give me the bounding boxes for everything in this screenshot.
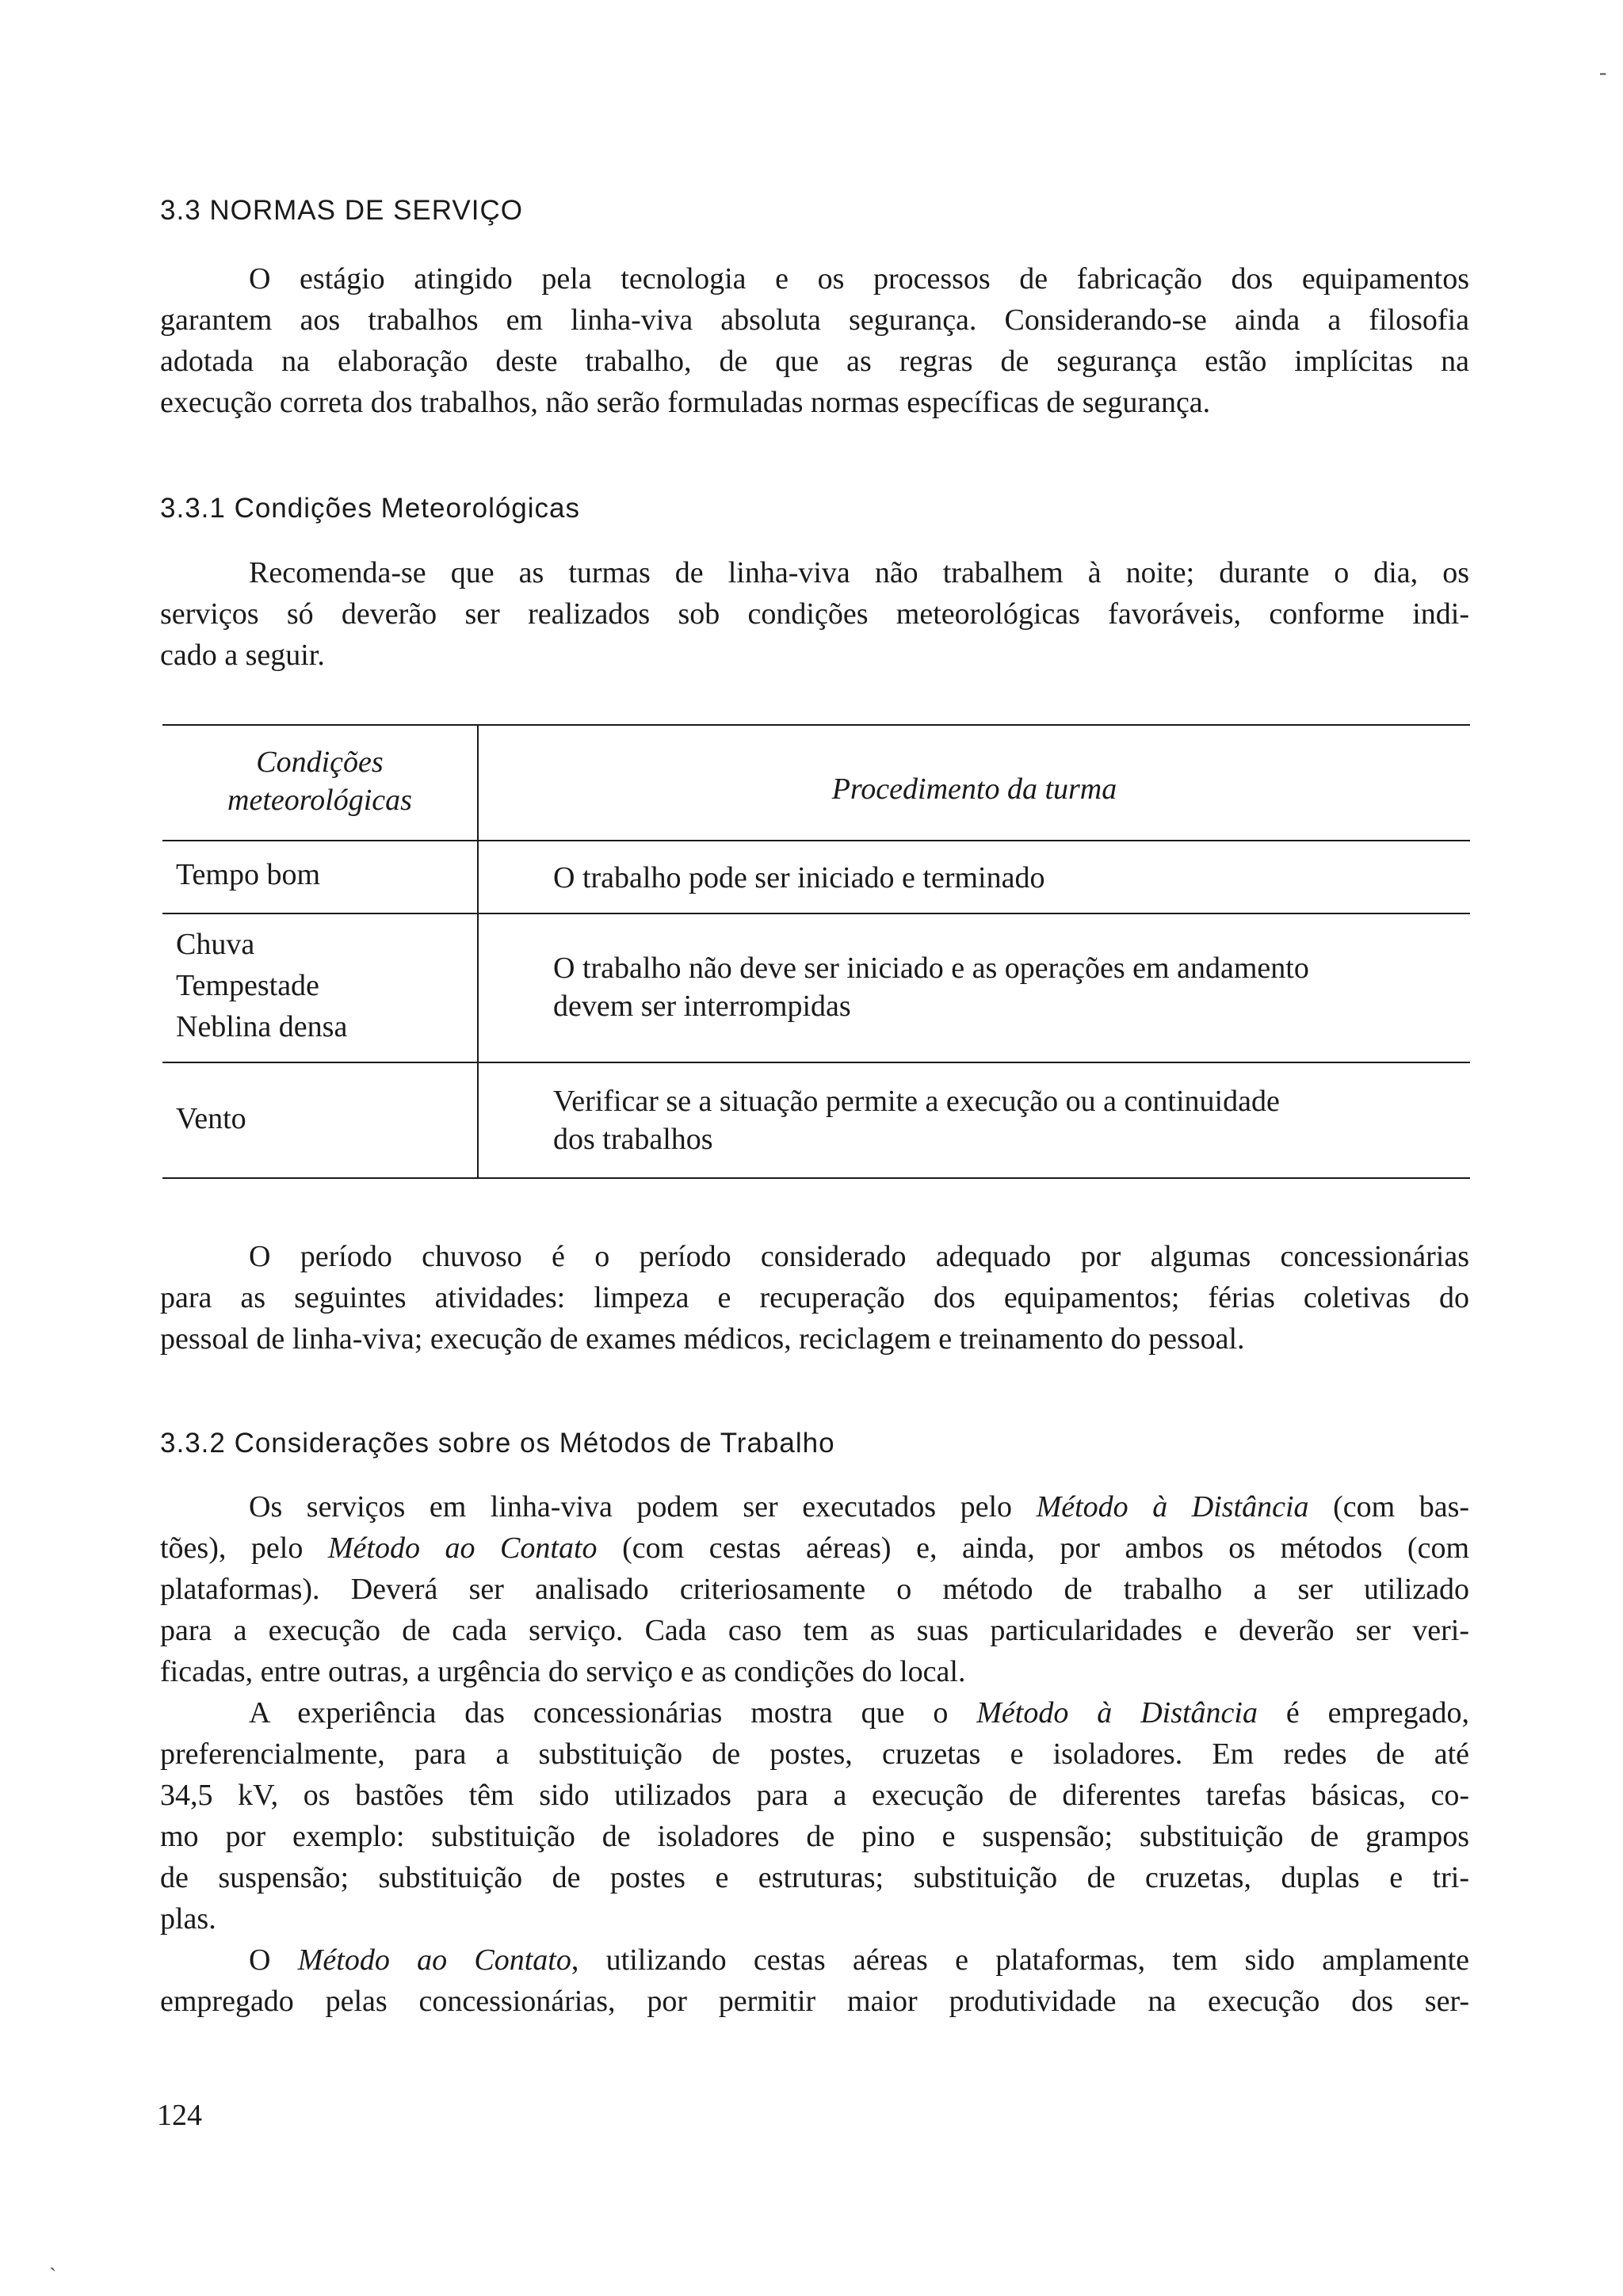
cell-line: Chuva — [176, 928, 255, 961]
paragraph-line — [160, 1527, 1469, 1569]
paragraph-line: para as seguintes atividades: limpeza e recuperação dos equipamentos; férias coletivas do — [160, 1281, 1469, 1314]
subsection-heading: 3.3.1 Condições Meteorológicas — [160, 493, 581, 524]
emphasis-method: Método ao Contato — [297, 1943, 571, 1977]
table-cell-procedure — [553, 949, 1309, 1025]
paragraph-line: plas. — [160, 1902, 216, 1936]
cell-line: dos trabalhos — [553, 1123, 713, 1156]
after-table-paragraph — [160, 1236, 1469, 1360]
cell-line: Tempo bom — [176, 858, 321, 891]
section-paragraph — [160, 258, 1469, 423]
paragraph-line: O período chuvoso é o período considerado adequado por algumas concessionárias — [249, 1240, 1469, 1273]
paragraph-line: de suspensão; substituição de postes e estruturas; substituição de cruzetas, duplas e tri- — [160, 1861, 1469, 1894]
cell-line: devem ser interrompidas — [553, 990, 851, 1023]
paragraph-line: adotada na elaboração deste trabalho, de que as regras de segurança estão implícitas na — [160, 345, 1469, 378]
table-rule — [162, 840, 1470, 841]
paragraph-line: serviços só deverão ser realizados sob condições meteorológicas favoráveis, conforme indi- — [160, 597, 1469, 631]
table-cell-condition — [176, 924, 347, 1047]
paragraph-line: execução correta dos trabalhos, não serão formuladas normas específicas de segurança. — [160, 386, 1211, 419]
text-run: Os serviços em linha-viva podem ser executados pelo — [249, 1490, 1037, 1524]
text-run: , utilizando cestas aéreas e plataformas, tem sido amplamente — [571, 1943, 1470, 1977]
scan-speck: - — [1599, 60, 1607, 85]
table-rule — [162, 1062, 1470, 1063]
paragraph-line: preferencialmente, para a substituição de postes, cruzetas e isoladores. Em redes de até — [160, 1737, 1469, 1771]
text-run: é empregado, — [1257, 1696, 1469, 1730]
text-run: A experiência das concessionárias mostra que o — [249, 1696, 977, 1730]
methods-paragraph-1 — [160, 1486, 1469, 1692]
paragraph-line: mo por exemplo: substituição de isoladores de pino e suspensão; substituição de grampos — [160, 1820, 1469, 1853]
table-rule — [162, 1177, 1470, 1179]
paragraph-line — [160, 1939, 1469, 1981]
header-line: meteorológicas — [227, 784, 412, 817]
cell-line: Tempestade — [176, 969, 319, 1002]
text-run: tões), pelo — [160, 1531, 328, 1565]
paragraph-line: pessoal de linha-viva; execução de exames médicos, reciclagem e treinamento do pessoal. — [160, 1322, 1245, 1356]
table-rule — [162, 724, 1470, 726]
paragraph-line — [160, 1692, 1469, 1733]
paragraph-line: ficadas, entre outras, a urgência do serviço e as condições do local. — [160, 1655, 966, 1688]
paragraph-line: plataformas). Deverá ser analisado criteriosamente o método de trabalho a ser utilizado — [160, 1573, 1469, 1606]
table-cell-condition — [176, 856, 320, 894]
cell-line: O trabalho pode ser iniciado e terminado — [553, 861, 1045, 894]
table-header-procedure: Procedimento da turma — [831, 772, 1117, 806]
table-header-conditions — [162, 743, 477, 819]
emphasis-method: Método ao Contato — [327, 1531, 598, 1565]
paragraph-line: garantem aos trabalhos em linha-viva absoluta segurança. Considerando-se ainda a filosofia — [160, 303, 1469, 337]
table-cell-procedure — [553, 1082, 1280, 1158]
scan-speck: ` — [49, 2264, 57, 2289]
table-cell-condition — [176, 1100, 246, 1138]
subsection-paragraph — [160, 552, 1469, 676]
cell-line: O trabalho não deve ser iniciado e as operações em andamento — [553, 952, 1309, 985]
emphasis-method: Método à Distância — [1036, 1490, 1309, 1524]
paragraph-line: cado a seguir. — [160, 639, 325, 672]
paragraph-line: Recomenda-se que as turmas de linha-viva não trabalhem à noite; durante o dia, os — [249, 556, 1469, 589]
cell-line: Neblina densa — [176, 1010, 348, 1043]
text-run: (com cestas aéreas) e, ainda, por ambos os métodos (com — [597, 1531, 1470, 1565]
table-rule — [162, 913, 1470, 914]
paragraph-line — [160, 1486, 1469, 1527]
cell-line: Verificar se a situação permite a execução ou a continuidade — [553, 1085, 1280, 1118]
emphasis-method: Método à Distância — [976, 1696, 1258, 1730]
page-number: 124 — [157, 2099, 202, 2132]
methods-paragraph-3 — [160, 1939, 1469, 2022]
paragraph-line: para a execução de cada serviço. Cada caso tem as suas particularidades e deverão ser veri- — [160, 1614, 1469, 1647]
methods-paragraph-2 — [160, 1692, 1469, 1939]
paragraph-line: 34,5 kV, os bastões têm sido utilizados para a execução de diferentes tarefas básicas, co- — [160, 1779, 1469, 1812]
section-heading: 3.3 NORMAS DE SERVIÇO — [160, 195, 523, 226]
cell-line: Vento — [176, 1102, 246, 1135]
text-run: O — [249, 1943, 298, 1977]
subsection-heading: 3.3.2 Considerações sobre os Métodos de Trabalho — [160, 1428, 835, 1459]
table-cell-procedure — [553, 859, 1044, 897]
paragraph-line: empregado pelas concessionárias, por permitir maior produtividade na execução dos ser- — [160, 1985, 1469, 2018]
paragraph-line: O estágio atingido pela tecnologia e os processos de fabricação dos equipamentos — [249, 262, 1469, 296]
header-line: Condições — [256, 746, 384, 779]
text-run: (com bas- — [1308, 1490, 1470, 1524]
